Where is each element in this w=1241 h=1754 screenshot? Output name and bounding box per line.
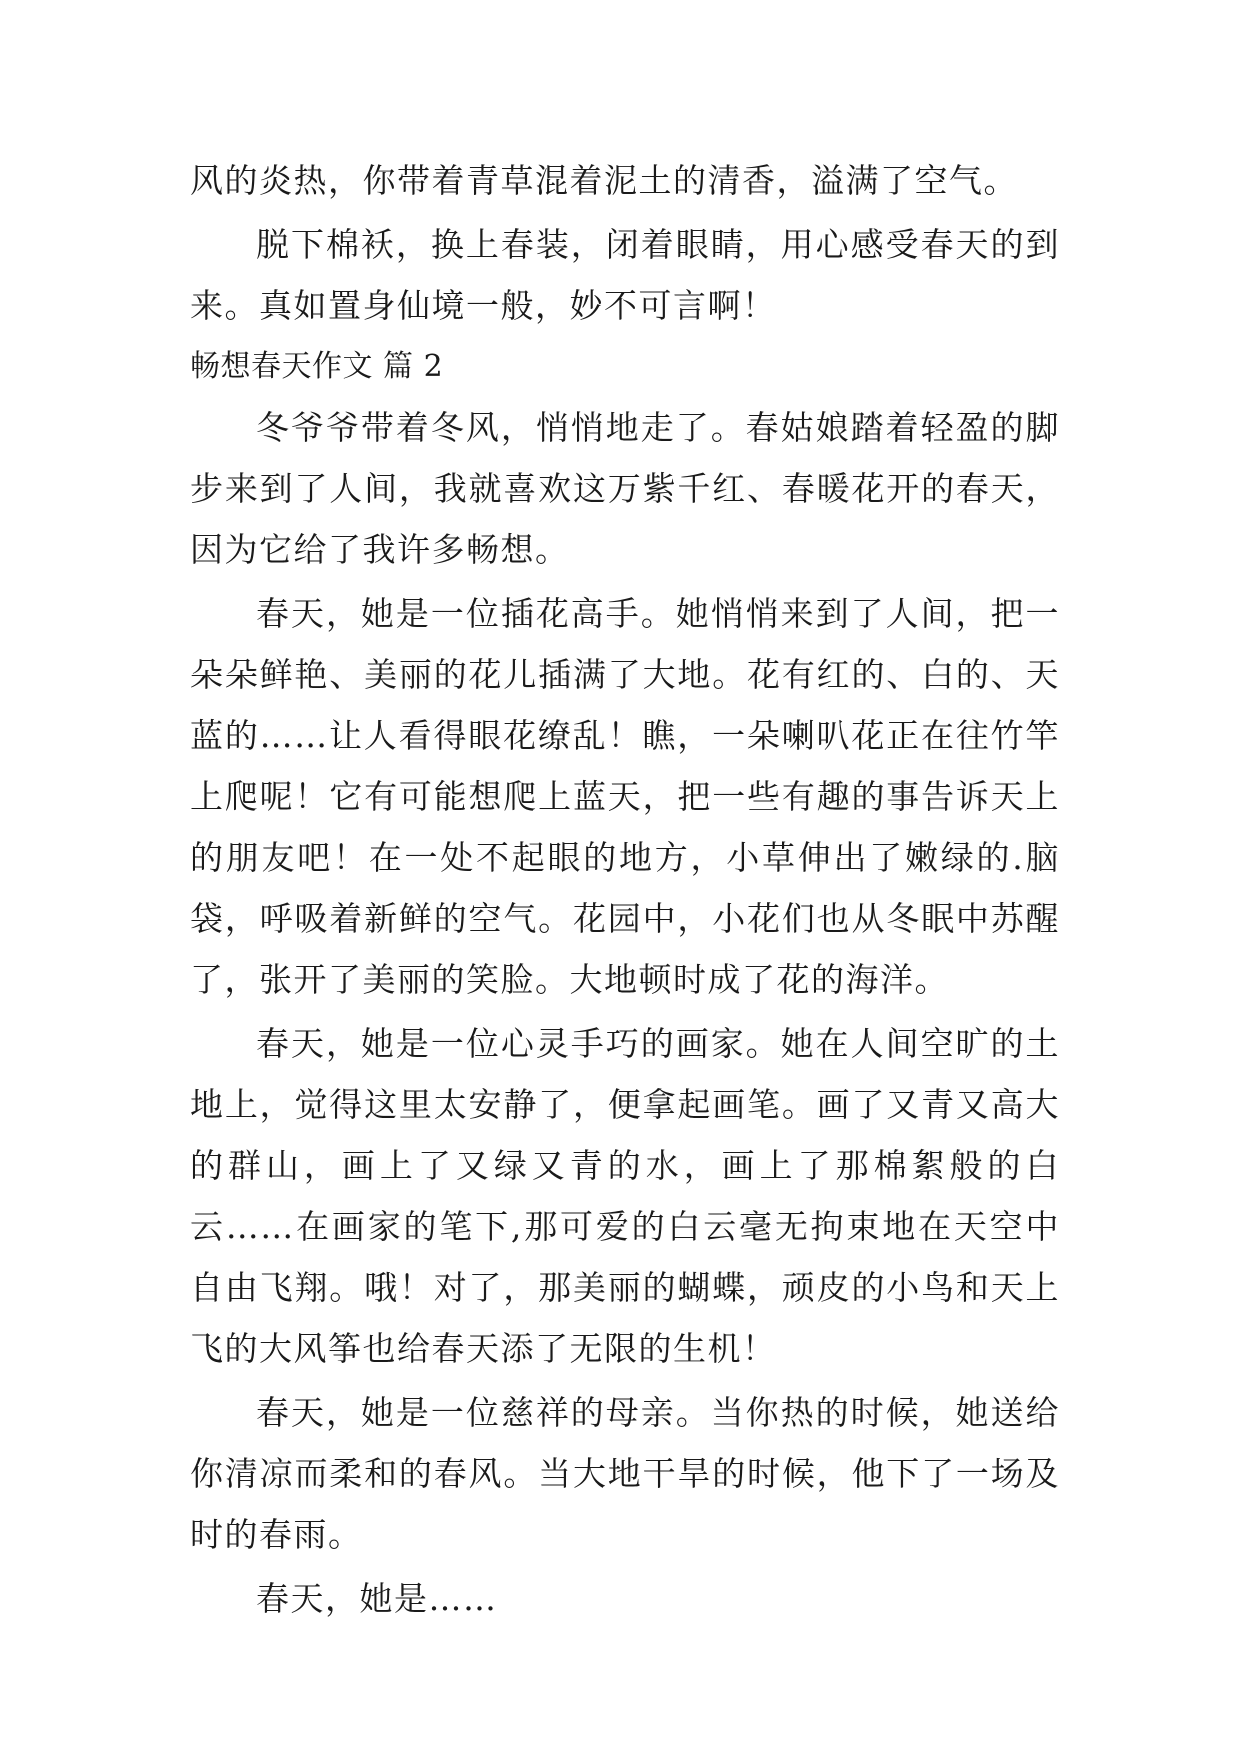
section-heading: 畅想春天作文 篇 2: [190, 349, 444, 384]
document-body: [190, 150, 1060, 1629]
paragraph-1: 冬爷爷带着冬风，悄悄地走了。春姑娘踏着轻盈的脚步来到了人间，我就喜欢这万紫千红、春暖花开的春天，因为它给了我许多畅想。: [190, 408, 1060, 569]
intro-paragraph: 脱下棉袄，换上春装，闭着眼睛，用心感受春天的到来。真如置身仙境一般，妙不可言啊！: [190, 225, 1060, 325]
paragraph-5: 春天，她是……: [256, 1579, 498, 1618]
paragraph-4: 春天，她是一位慈祥的母亲。当你热的时候，她送给你清凉而柔和的春风。当大地干旱的时候，他下了一场及时的春雨。: [190, 1393, 1060, 1554]
paragraph-3: 春天，她是一位心灵手巧的画家。她在人间空旷的土地上，觉得这里太安静了，便拿起画笔。画了又青又高大的群山，画上了又绿又青的水，画上了那棉絮般的白云……在画家的笔下,那可爱的白云毫无拘束地在天空中自由飞翔。哦！对了，那美丽的蝴蝶，顽皮的小鸟和天上飞的大风筝也给春天添了无限的生机！: [190, 1024, 1060, 1368]
paragraph-2: 春天，她是一位插花高手。她悄悄来到了人间，把一朵朵鲜艳、美丽的花儿插满了大地。花有红的、白的、天蓝的……让人看得眼花缭乱！瞧，一朵喇叭花正在往竹竿上爬呢！它有可能想爬上蓝天，把一些有趣的事告诉天上的朋友吧！在一处不起眼的地方，小草伸出了嫩绿的.脑袋，呼吸着新鲜的空气。花园中，小花们也从冬眠中苏醒了，张开了美丽的笑脸。大地顿时成了花的海洋。: [190, 594, 1060, 999]
intro-continuation: 风的炎热，你带着青草混着泥土的清香，溢满了空气。: [190, 161, 1018, 200]
